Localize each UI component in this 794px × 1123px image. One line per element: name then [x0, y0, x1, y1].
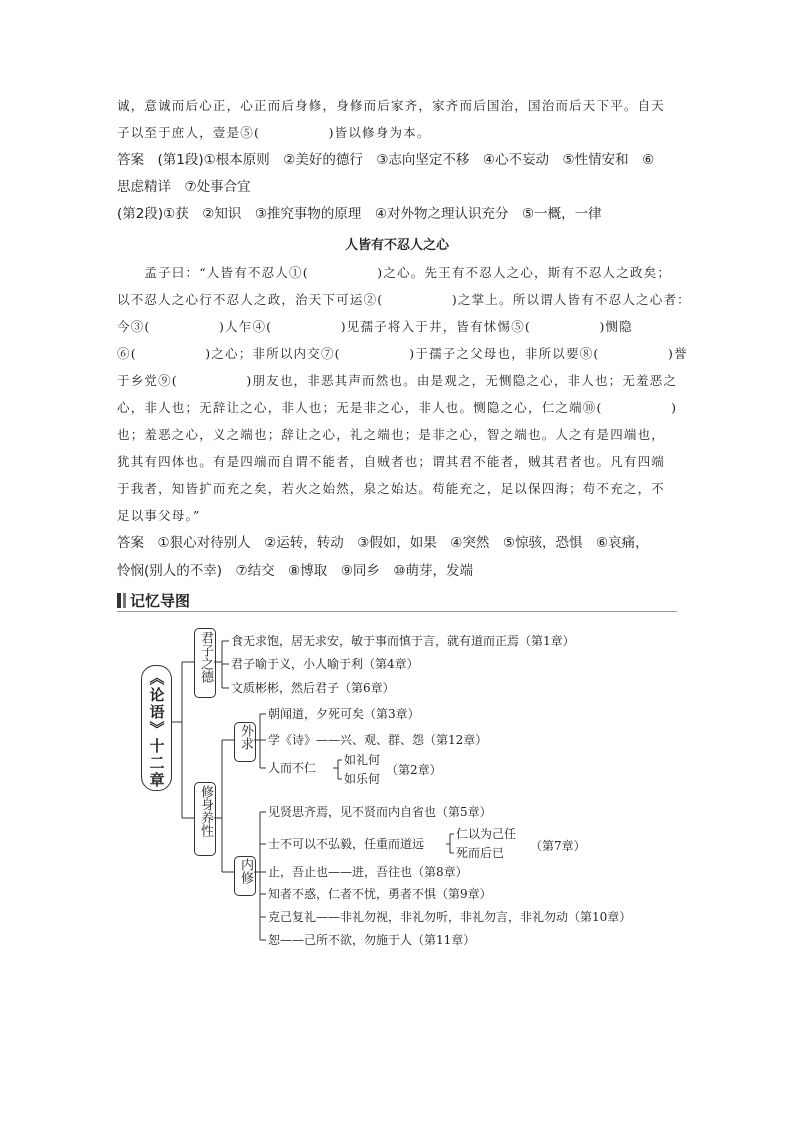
passage-line: 也；羞恶之心，义之端也；辞让之心，礼之端也；是非之心，智之端也。人之有是四端也，: [117, 427, 666, 442]
passage-line: 诚，意诚而后心正，心正而后身修，身修而后家齐，家齐而后国治，国治而后天下平。自天: [117, 98, 666, 113]
passage-line: 以不忍人之心行不忍人之政，治天下可运②( )之掌上。所以谓人皆有不忍人之心者：: [117, 292, 691, 307]
passage-line: 足以事父母。”: [117, 508, 201, 523]
section-title: 记忆导图: [130, 592, 191, 610]
mindmap-subitem: 死而后已: [456, 846, 505, 860]
mindmap-item: 知者不惑，仁者不忧，勇者不惧（第9章）: [268, 887, 492, 901]
passage-line: ⑥( )之心；非所以内交⑦( )于孺子之父母也，非所以要⑧( )誉: [117, 346, 688, 361]
answer-line: 答案 ①狠心对待别人 ②运转，转动 ③假如，如果 ④突然 ⑤惊骇，恐惧 ⑥哀痛，: [117, 535, 649, 551]
mindmap-item: 恕——己所不欲，勿施于人（第11章）: [268, 933, 476, 947]
mindmap-item: 克己复礼——非礼勿视，非礼勿听，非礼勿言，非礼勿动（第10章）: [268, 910, 632, 924]
mindmap-sub-neixiu: [234, 856, 256, 896]
mindmap-item: 朝闻道，夕死可矣（第3章）: [268, 707, 420, 721]
sub-label: 外求: [238, 724, 253, 750]
mindmap-item: 士不可以不弘毅，任重而道远: [268, 837, 425, 851]
mindmap-item: 人而不仁: [268, 761, 317, 775]
mindmap-item: 学《诗》——兴、观、群、怨（第12章）: [268, 733, 488, 747]
answer-line: 怜悯(别人的不幸) ⑦结交 ⑧博取 ⑨同乡 ⑩萌芽，发端: [117, 563, 473, 579]
passage-line: 于乡党⑨( )朋友也，非恶其声而然也。由是观之，无恻隐之心，非人也；无羞恶之: [117, 373, 678, 388]
mindmap-sub-waiqiu: [234, 722, 256, 762]
mindmap-root: [141, 665, 172, 791]
passage-line: 孟子曰：“人皆有不忍人①( )之心。先王有不忍人之心，斯有不忍人之政矣；: [117, 265, 672, 280]
mindmap-root-label: 《论语》十二章: [147, 670, 166, 789]
passage-line: 犹其有四体也。有是四端而自谓不能者，自贼者也；谓其君不能者，贼其君者也。凡有四端: [117, 454, 666, 469]
mindmap-item: 食无求饱，居无求安，敏于事而慎于言，就有道而正焉（第1章）: [231, 634, 575, 648]
mindmap-item: 君子喻于义，小人喻于利（第4章）: [231, 657, 419, 671]
mindmap-chapter-tag: （第2章）: [386, 763, 442, 777]
mindmap-item: 止，吾止也——进，吾往也（第8章）: [268, 865, 468, 879]
passage-title: 人皆有不忍人之心: [344, 238, 449, 253]
answer-line: (第2段)①获 ②知识 ③推究事物的原理 ④对外物之理认识充分 ⑤一概，一律: [117, 206, 602, 222]
branch-label: 君子之德: [198, 631, 213, 683]
mindmap-chapter-tag: （第7章）: [530, 839, 586, 853]
answer-line: 思虑精详 ⑦处事合宜: [117, 179, 251, 195]
passage-line: 今③( )人乍④( )见孺子将入于井，皆有怵惕⑤( )恻隐: [117, 319, 633, 334]
mindmap-branch-xiushen: [194, 782, 216, 856]
passage-line: 子以至于庶人，壹是⑤( )皆以修身为本。: [117, 125, 431, 140]
mindmap-subitem: 如礼何: [344, 753, 381, 767]
mindmap-subitem: 如乐何: [344, 772, 381, 786]
mindmap-branch-junzi: [194, 628, 216, 698]
passage-line: 心，非人也；无辞让之心，非人也；无是非之心，非人也。恻隐之心，仁之端⑩( ): [117, 400, 678, 415]
answer-line: 答案 (第1段)①根本原则 ②美好的德行 ③志向坚定不移 ④心不妄动 ⑤性情安和 ⑥: [117, 152, 655, 168]
mindmap-item: 文质彬彬，然后君子（第6章）: [231, 681, 395, 695]
mindmap-item: 见贤思齐焉，见不贤而内自省也（第5章）: [268, 805, 492, 819]
passage-line: 于我者，知皆扩而充之矣，若火之始然，泉之始达。苟能充之，足以保四海；苟不充之，不: [117, 481, 666, 496]
sub-label: 内修: [238, 858, 253, 884]
branch-label: 修身养性: [198, 785, 213, 837]
mindmap-subitem: 仁以为己任: [456, 827, 517, 841]
